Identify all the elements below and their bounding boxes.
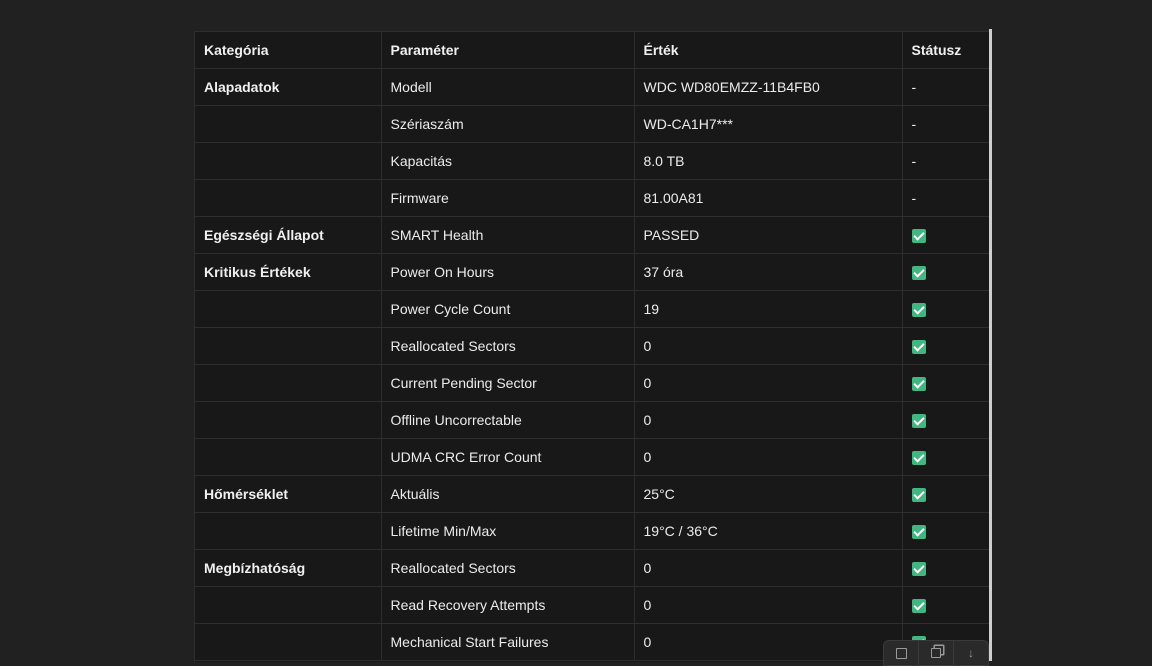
- cell-category: Megbízhatóság: [195, 550, 381, 587]
- cell-parameter: Read Recovery Attempts: [381, 587, 634, 624]
- cell-value: WD-CA1H7***: [634, 106, 902, 143]
- cell-status: -: [902, 106, 991, 143]
- cell-parameter: Power Cycle Count: [381, 291, 634, 328]
- cell-status: [902, 402, 991, 439]
- cell-value: 25°C: [634, 476, 902, 513]
- cell-parameter: Reallocated Sectors: [381, 328, 634, 365]
- header-parameter: Paraméter: [381, 32, 634, 69]
- check-icon: [912, 488, 926, 502]
- header-status: Státusz: [902, 32, 991, 69]
- cell-value: 0: [634, 439, 902, 476]
- copy-icon: [931, 648, 941, 658]
- cell-parameter: Lifetime Min/Max: [381, 513, 634, 550]
- check-icon: [912, 303, 926, 317]
- table-row: [195, 143, 991, 180]
- cell-value: 0: [634, 624, 902, 661]
- cell-category: Egészségi Állapot: [195, 217, 381, 254]
- cell-parameter: Current Pending Sector: [381, 365, 634, 402]
- save-button[interactable]: [884, 641, 919, 665]
- check-icon: [912, 229, 926, 243]
- check-icon: [912, 266, 926, 280]
- cell-category: [195, 439, 381, 476]
- scrollbar[interactable]: [989, 29, 992, 661]
- cell-parameter: Offline Uncorrectable: [381, 402, 634, 439]
- table-row: [195, 254, 991, 291]
- cell-category: [195, 291, 381, 328]
- cell-parameter: Szériaszám: [381, 106, 634, 143]
- table-row: [195, 291, 991, 328]
- cell-status: [902, 476, 991, 513]
- cell-value: 81.00A81: [634, 180, 902, 217]
- check-icon: [912, 451, 926, 465]
- cell-status: -: [902, 180, 991, 217]
- check-icon: [912, 377, 926, 391]
- download-icon: ↓: [968, 646, 974, 660]
- table-row: [195, 217, 991, 254]
- cell-value: 19: [634, 291, 902, 328]
- table-body: [195, 69, 991, 661]
- cell-value: 8.0 TB: [634, 143, 902, 180]
- cell-category: Hőmérséklet: [195, 476, 381, 513]
- cell-category: [195, 402, 381, 439]
- cell-category: [195, 328, 381, 365]
- cell-parameter: Aktuális: [381, 476, 634, 513]
- table-row: [195, 624, 991, 661]
- cell-category: [195, 587, 381, 624]
- cell-status: -: [902, 143, 991, 180]
- table-row: [195, 587, 991, 624]
- cell-value: 0: [634, 587, 902, 624]
- cell-status: [902, 587, 991, 624]
- save-icon: [896, 648, 907, 659]
- cell-status: [902, 513, 991, 550]
- table-toolbar: [883, 640, 989, 666]
- cell-parameter: Mechanical Start Failures: [381, 624, 634, 661]
- cell-category: [195, 624, 381, 661]
- cell-category: Kritikus Értékek: [195, 254, 381, 291]
- cell-status: [902, 217, 991, 254]
- cell-category: [195, 365, 381, 402]
- cell-parameter: Power On Hours: [381, 254, 634, 291]
- cell-value: 0: [634, 328, 902, 365]
- check-icon: [912, 340, 926, 354]
- cell-value: PASSED: [634, 217, 902, 254]
- table-row: [195, 328, 991, 365]
- check-icon: [912, 562, 926, 576]
- cell-status: [902, 291, 991, 328]
- cell-value: 0: [634, 402, 902, 439]
- cell-status: [902, 439, 991, 476]
- cell-category: [195, 143, 381, 180]
- cell-category: [195, 106, 381, 143]
- table-row: [195, 180, 991, 217]
- cell-status: [902, 328, 991, 365]
- check-icon: [912, 599, 926, 613]
- cell-parameter: Kapacitás: [381, 143, 634, 180]
- table-row: [195, 365, 991, 402]
- cell-value: 0: [634, 365, 902, 402]
- table-row: [195, 513, 991, 550]
- cell-status: [902, 254, 991, 291]
- cell-value: 19°C / 36°C: [634, 513, 902, 550]
- cell-status: [902, 365, 991, 402]
- smart-data-table: [195, 32, 991, 661]
- check-icon: [912, 414, 926, 428]
- cell-status: -: [902, 69, 991, 106]
- cell-value: 37 óra: [634, 254, 902, 291]
- copy-button[interactable]: [919, 641, 954, 665]
- table-header-row: [195, 32, 991, 69]
- cell-value: WDC WD80EMZZ-11B4FB0: [634, 69, 902, 106]
- table-row: [195, 550, 991, 587]
- header-category: Kategória: [195, 32, 381, 69]
- cell-status: [902, 550, 991, 587]
- cell-parameter: Firmware: [381, 180, 634, 217]
- smart-table-container: [194, 31, 991, 662]
- cell-parameter: UDMA CRC Error Count: [381, 439, 634, 476]
- check-icon: [912, 525, 926, 539]
- table-row: [195, 439, 991, 476]
- cell-parameter: Reallocated Sectors: [381, 550, 634, 587]
- cell-parameter: Modell: [381, 69, 634, 106]
- cell-category: [195, 513, 381, 550]
- table-row: [195, 106, 991, 143]
- table-row: [195, 69, 991, 106]
- download-button[interactable]: [954, 641, 988, 665]
- cell-value: 0: [634, 550, 902, 587]
- cell-parameter: SMART Health: [381, 217, 634, 254]
- cell-category: [195, 180, 381, 217]
- table-row: [195, 476, 991, 513]
- cell-category: Alapadatok: [195, 69, 381, 106]
- header-value: Érték: [634, 32, 902, 69]
- table-row: [195, 402, 991, 439]
